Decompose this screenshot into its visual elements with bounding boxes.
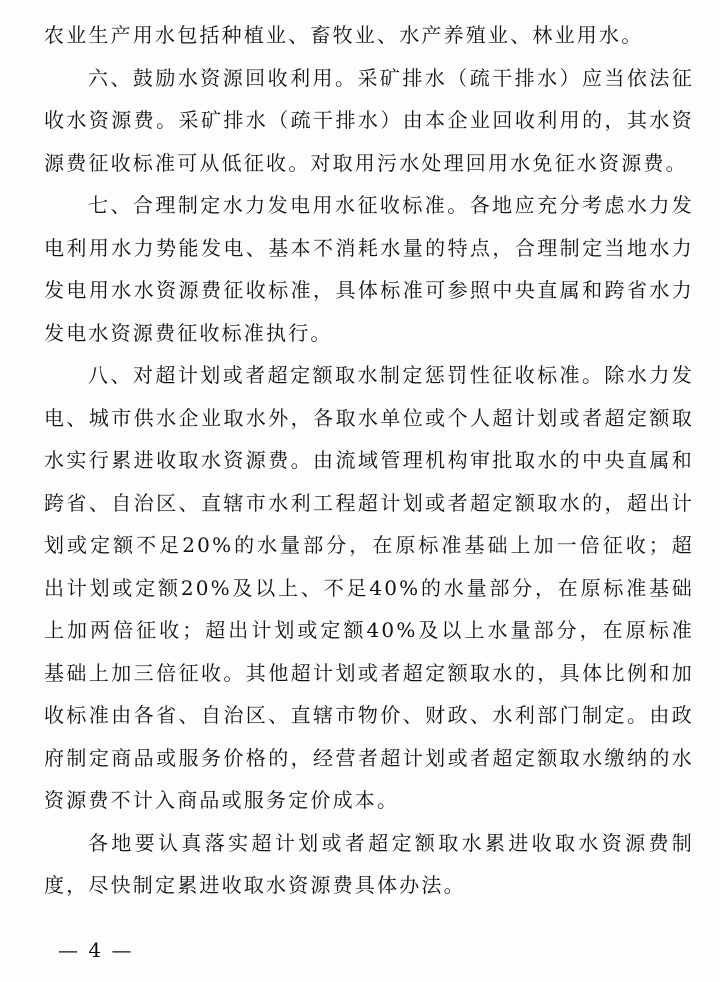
paragraph-six-water-recycling: 六、鼓励水资源回收利用。采矿排水（疏干排水）应当依法征收水资源费。采矿排水（疏干排水）由本企业回收利用的，其水资源费征收标准可从低征收。对取用污水处理回用水免征水资源费。: [44, 65, 694, 175]
paragraph-implementation: 各地要认真落实超计划或者超定额取水累进收取水资源费制度，尽快制定累进收取水资源费具体办法。: [44, 830, 694, 897]
paragraph-eight-penalty-standard: 八、对超计划或者超定额取水制定惩罚性征收标准。除水力发电、城市供水企业取水外，各取水单位或个人超计划或者超定额取水实行累进收取水资源费。由流域管理机构审批取水的中央直属和跨省、自治区、直辖市水利工程超计划或者超定额取水的，超出计划或定额不足20%的水量部分，在原标准基础上加一倍征收；超出计划或定额20%及以上、不足40%的水量部分，在原标准基础上加两倍征收；超出计划或定额40%及以上水量部分，在原标准基础上加三倍征收。其他超计划或者超定额取水的，具体比例和加收标准由各省、自治区、直辖市物价、财政、水利部门制定。由政府制定商品或服务价格的，经营者超计划或者超定额取水缴纳的水资源费不计入商品或服务定价成本。: [44, 363, 694, 812]
paragraph-seven-hydropower-standard: 七、合理制定水力发电用水征收标准。各地应充分考虑水力发电利用水力势能发电、基本不消耗水量的特点，合理制定当地水力发电用水水资源费征收标准，具体标准可参照中央直属和跨省水力发电水资源费征收标准执行。: [44, 193, 694, 345]
page-number: — 4 —: [58, 938, 134, 962]
paragraph-continuation: 农业生产用水包括种植业、畜牧业、水产养殖业、林业用水。: [44, 23, 644, 47]
document-body: [44, 14, 694, 907]
